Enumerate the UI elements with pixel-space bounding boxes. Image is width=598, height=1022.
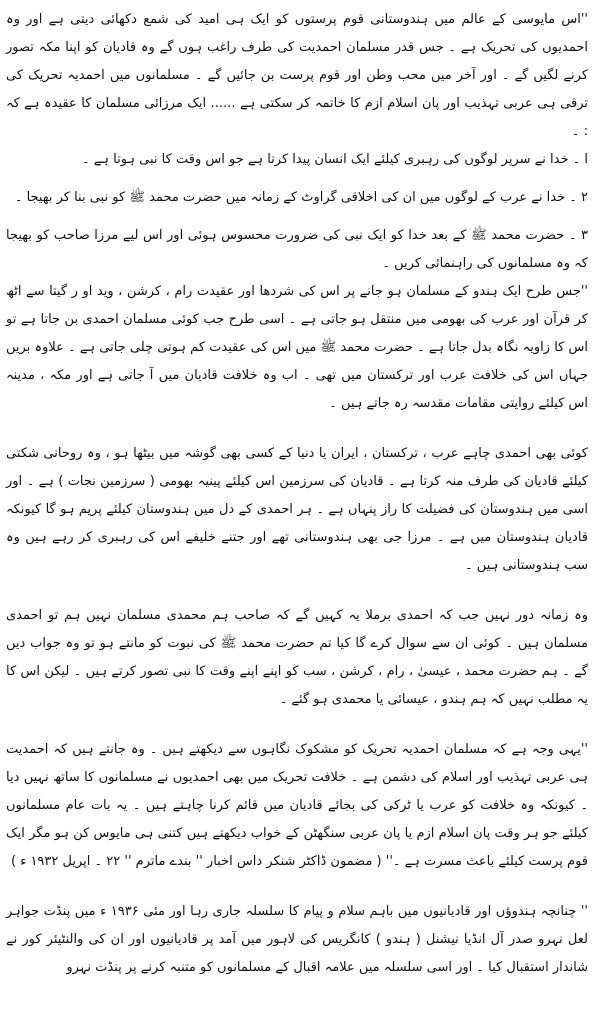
spacer [6,876,588,898]
paragraph-ahmadi-declaration: وہ زمانہ دور نہیں جب کہ احمدی برملا یہ کہیں گے کہ صاحب ہم محمدی مسلمان نہیں ہم تو احمدی مسلمان ہیں ۔ کوئی ان سے سوال کرے گا کیا تم حضرت محمد ﷺ کی نبوت کو مانتے ہو تو وہ جواب دیں گے ۔ ہم حضرت محمد ، عیسیٰ ، رام ، کرشن ، سب کو اپنے اپنے وقت کا نبی تصور کرتے ہیں ۔ لیکن اس کا یہ مطلب نہیں کہ ہم ہندو ، عیسائی یا محمدی ہو گئے ۔ [6,608,588,707]
quote-paragraph-hindu-nationalists: ''اس مایوسی کے عالم میں ہندوستانی قوم پرستوں کو ایک ہی امید کی شمع دکھائی دیتی ہے اور وہ احمدیوں کی تحریک ہے ۔ جس قدر مسلمان احمدیت کی طرف راغب ہوں گے وہ قادیان کو اپنا مکہ تصور کرنے لگیں گے ۔ اور آخر میں محب وطن اور قوم پرست بن جائیں گے ۔ مسلمانوں میں احمدیہ تحریک کی ترقی ہی عربی تہذیب اور پان اسلام ازم کا خاتمہ کر سکتی ہے ...... ایک مرزائی مسلمان کا عقیدہ ہے کہ : ۔ [6,12,588,139]
spacer [6,714,588,736]
belief-item-2: ۲ ۔ خدا نے عرب کے لوگوں میں ان کی اخلاقی گراوٹ کے زمانہ میں حضرت محمد ﷺ کو نبی بنا کر بھیجا ۔ [14,190,588,205]
belief-item-3: ۳ ۔ حضرت محمد ﷺ کے بعد خدا کو ایک نبی کی ضرورت محسوس ہوئی اور اس لیے مرزا صاحب کو بھیجا کہ وہ مسلمانوں کی راہنمائی کریں ۔ [6,228,588,271]
spacer [6,174,588,184]
quote-paragraph-hindu-conversion: ''جس طرح ایک ہندو کے مسلمان ہو جانے پر اس کی شردھا اور عقیدت رام ، کرشن ، وید او ر گیتا سے اٹھ کر قرآن اور عرب کی بھومی میں منتقل ہو جاتی ہے ۔ اسی طرح جب کوئی مسلمان احمدی بن جاتا ہے تو اس کا زاویہ نگاہ بدل جاتا ہے ۔ حضرت محمد ﷺ میں اس کی عقیدت کم ہوتی چلی جاتی ہے ۔ علاوہ بریں جہاں اس کی خلافت عرب اور ترکستان میں تھی ۔ اب وہ خلافت قادیان میں آ جاتی ہے اور مکہ ، مدینہ اس کیلئے روایتی مقامات مقدسہ رہ جاتے ہیں ۔ [6,284,588,411]
belief-item-1: ا ۔ خدا نے سرپر لوگوں کی رہبری کیلئے ایک انسان پیدا کرتا ہے جو اس وقت کا نبی ہوتا ہے ۔ [82,152,588,167]
spacer [6,212,588,222]
quote-paragraph-khilafat: ''یہی وجہ ہے کہ مسلمان احمدیہ تحریک کو مشکوک نگاہوں سے دیکھتے ہیں ۔ وہ جانتے ہیں کہ احمدیت ہی عربی تہذیب اور اسلام کی دشمن ہے ۔ خلافت تحریک میں بھی احمدیوں نے مسلمانوں کا ساتھ نہیں دیا ۔ کیونکہ وہ خلافت کو عرب یا ٹرکی کی بجائے قادیان میں قائم کرنا چاہتے ہیں ۔ یہ بات عام مسلمانوں کیلئے جو ہر وقت پان اسلام ازم یا پان عربی سنگھٹن کے خواب دیکھتے ہیں کتنی ہی مایوس کن ہو مگر ایک قوم پرست کیلئے باعث مسرت ہے ۔'' ( مضمون ڈاکٹر شنکر داس اخبار '' بندے ماترم '' ۲۲ ۔ اپریل ۱۹۳۲ ء ) [6,742,588,869]
spacer [6,418,588,440]
paragraph-qadian-sacred-land: کوئی بھی احمدی چاہے عرب ، ترکستان ، ایران یا دنیا کے کسی بھی گوشہ میں بیٹھا ہو ، وہ روحانی شکتی کیلئے قادیان کی طرف منہ کرتا ہے ۔ قادیان کی سرزمین اس کیلئے پینیہ بھومی ( سرزمین نجات ) ہے ۔ اور اسی میں ہندوستان کی فضیلت کا راز پنہاں ہے ۔ ہر احمدی کے دل میں ہندوستان کیلئے پریم ہو گا کیونکہ قادیان ہندوستان میں ہے ۔ مرزا جی بھی ہندوستانی تھے اور جتنے خلیفے اس کی رہبری کر رہے ہیں وہ سب ہندوستانی ہیں ۔ [6,446,588,573]
paragraph-nehru-visit: '' چنانچہ ہندوؤں اور قادیانیوں میں باہم سلام و پیام کا سلسلہ جاری رہا اور مئی ۱۹۳۶ ء میں پنڈت جواہر لعل نہرو صدر آل انڈیا نیشنل ( ہندو ) کانگریس کی لاہور میں آمد پر قادیانیوں اور ان کی والنٹیئر کور نے شاندار استقبال کیا ۔ اور اسی سلسلہ میں علامہ اقبال کے مسلمانوں کو متنبہ کرنے پر پنڈت نہرو [6,904,588,975]
spacer [6,580,588,602]
